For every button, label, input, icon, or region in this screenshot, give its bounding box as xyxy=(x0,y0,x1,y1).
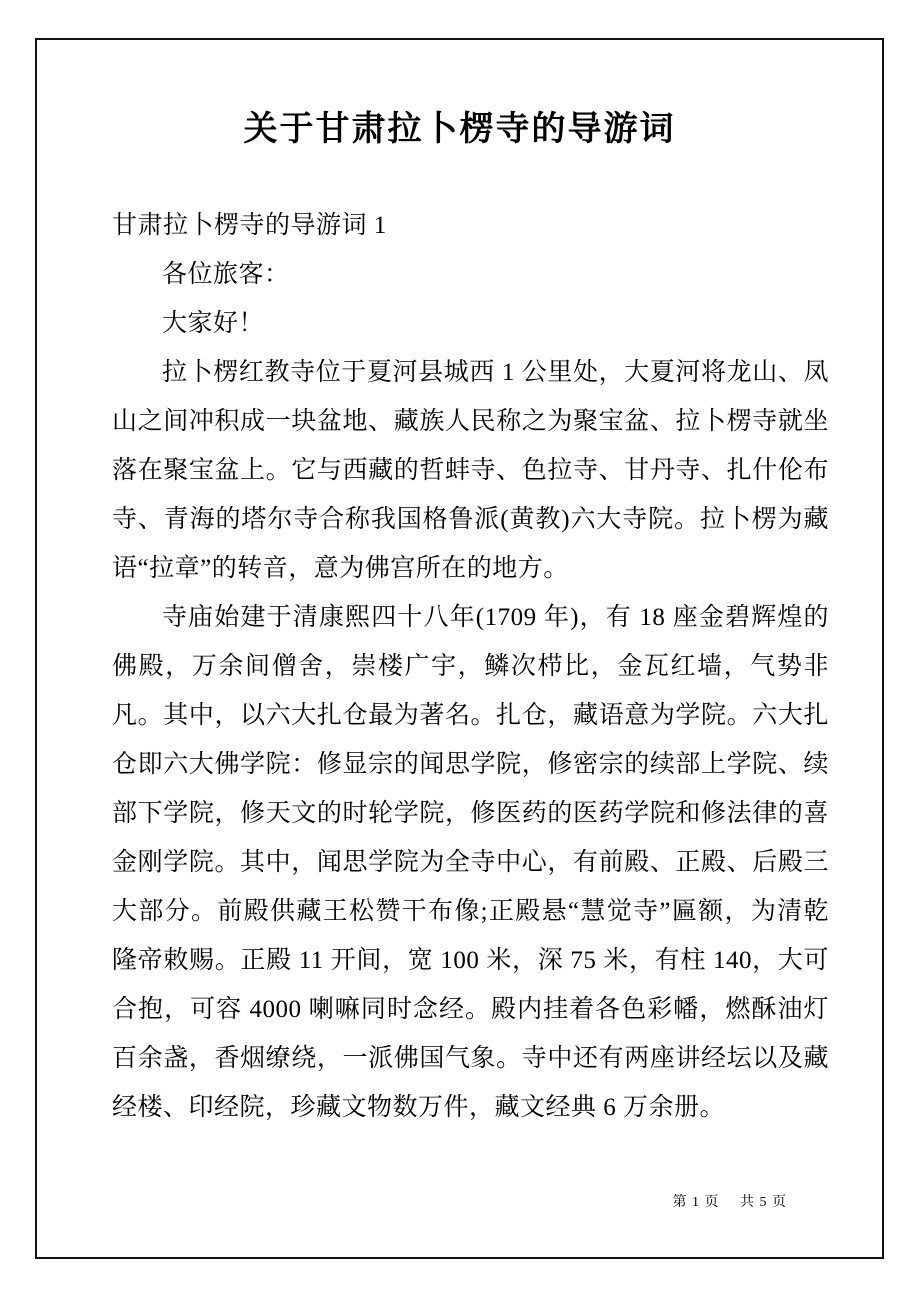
paragraph: 大家好！ xyxy=(162,310,265,338)
document-title: 关于甘肃拉卜楞寺的导游词 xyxy=(243,111,676,148)
page-border xyxy=(35,38,884,1259)
paragraph: 寺庙始建于清康熙四十八年(1709 年)，有 18 座金碧辉煌的佛殿，万余间僧舍，崇楼广宇，鳞次栉比，金瓦红墙，气势非凡。其中，以六大扎仓最为著名。扎仓，藏语意为学院。六大扎仓即六大佛学院：修显宗的闻思学院，修密宗的续部上学院、续部下学院，修天文的时轮学院，修医药的医药学院和修法律的喜金刚学院。其中，闻思学院为全寺中心，有前殿、正殿、后殿三大部分。前殿供藏王松赞干布像;正殿悬“慧觉寺”匾额，为清乾隆帝敕赐。正殿 11 开间，宽 100 米，深 75 米，有柱 140，大可合抱，可容 4000 喇嘛同时念经。殿内挂着各色彩幡，燃酥油灯百余盏，香烟缭绕，一派佛国气象。寺中还有两座讲经坛以及藏经楼、印经院，珍藏文物数万件，藏文经典 6 万余册。 xyxy=(112,604,829,1122)
paragraph: 各位旅客： xyxy=(162,261,290,289)
document-body xyxy=(112,201,829,1132)
paragraph: 拉卜楞红教寺位于夏河县城西 1 公里处，大夏河将龙山、凤山之间冲积成一块盆地、藏族人民称之为聚宝盆、拉卜楞寺就坐落在聚宝盆上。它与西藏的哲蚌寺、色拉寺、甘丹寺、扎什伦布寺、青海的塔尔寺合称我国格鲁派(黄教)六大寺院。拉卜楞为藏语“拉章”的转音，意为佛宫所在的地方。 xyxy=(112,359,829,583)
page-count-total: 共 5 页 xyxy=(740,1195,787,1210)
paragraph: 甘肃拉卜楞寺的导游词 1 xyxy=(112,212,387,240)
page-footer xyxy=(673,1191,788,1211)
page-number-current: 第 1 页 xyxy=(672,1195,720,1210)
